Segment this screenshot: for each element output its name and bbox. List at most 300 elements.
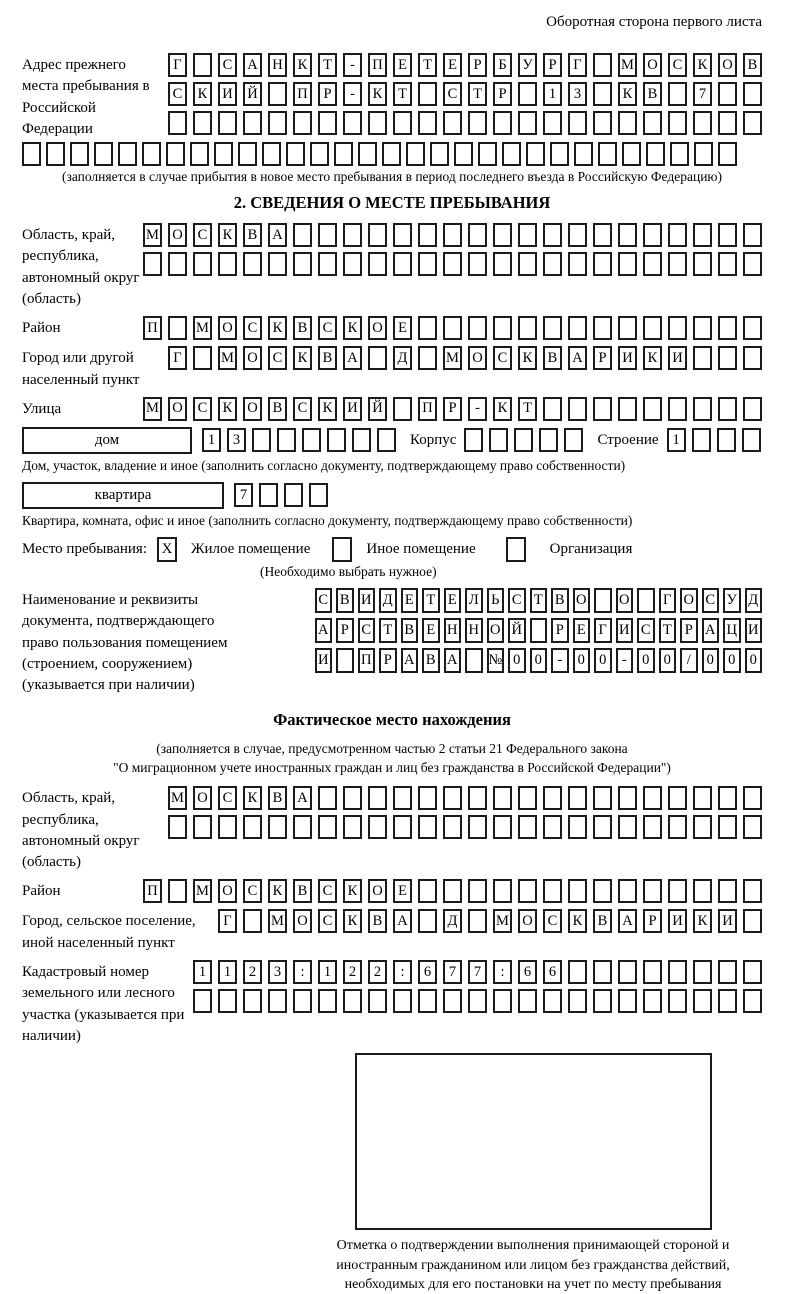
char-cell[interactable] [268, 989, 287, 1013]
char-cell[interactable] [518, 815, 537, 839]
char-cell[interactable] [692, 428, 711, 452]
char-cell[interactable] [218, 815, 237, 839]
char-cell[interactable] [368, 815, 387, 839]
char-cell[interactable]: К [493, 397, 512, 421]
char-cell[interactable] [718, 989, 737, 1013]
char-cell[interactable] [243, 815, 262, 839]
char-cell[interactable]: № [487, 648, 505, 673]
char-cell[interactable] [327, 428, 346, 452]
char-cell[interactable] [568, 316, 587, 340]
char-cell[interactable]: С [218, 786, 237, 810]
char-cell[interactable]: М [218, 346, 237, 370]
char-cell[interactable]: К [643, 346, 662, 370]
char-cell[interactable]: Е [422, 618, 440, 643]
char-cell[interactable] [418, 111, 437, 135]
char-cell[interactable]: Р [551, 618, 569, 643]
char-cell[interactable] [318, 989, 337, 1013]
char-cell[interactable]: С [243, 879, 262, 903]
char-cell[interactable] [598, 142, 617, 166]
char-cell[interactable]: И [718, 909, 737, 933]
char-cell[interactable]: Т [530, 588, 548, 613]
char-cell[interactable]: 3 [568, 82, 587, 106]
char-cell[interactable] [594, 588, 612, 613]
char-cell[interactable] [514, 428, 533, 452]
char-cell[interactable] [543, 989, 562, 1013]
char-cell[interactable]: В [743, 53, 762, 77]
char-cell[interactable] [293, 989, 312, 1013]
char-cell[interactable]: О [368, 879, 387, 903]
char-cell[interactable] [668, 815, 687, 839]
char-cell[interactable]: Н [268, 53, 287, 77]
char-cell[interactable] [393, 815, 412, 839]
char-cell[interactable] [743, 815, 762, 839]
char-cell[interactable] [543, 316, 562, 340]
char-cell[interactable] [368, 346, 387, 370]
char-cell[interactable]: Е [443, 53, 462, 77]
char-cell[interactable] [618, 879, 637, 903]
char-cell[interactable] [543, 786, 562, 810]
char-cell[interactable] [262, 142, 281, 166]
char-cell[interactable] [465, 648, 483, 673]
char-cell[interactable] [468, 252, 487, 276]
char-cell[interactable]: 7 [693, 82, 712, 106]
char-cell[interactable]: К [293, 53, 312, 77]
char-cell[interactable]: М [443, 346, 462, 370]
char-cell[interactable] [543, 879, 562, 903]
char-cell[interactable]: 2 [243, 960, 262, 984]
char-cell[interactable] [493, 316, 512, 340]
char-cell[interactable] [618, 989, 637, 1013]
char-cell[interactable]: В [268, 786, 287, 810]
char-cell[interactable] [618, 252, 637, 276]
char-cell[interactable]: К [518, 346, 537, 370]
char-cell[interactable]: И [668, 346, 687, 370]
char-cell[interactable]: Р [443, 397, 462, 421]
char-cell[interactable]: И [616, 618, 634, 643]
char-cell[interactable] [622, 142, 641, 166]
char-cell[interactable]: М [193, 879, 212, 903]
char-cell[interactable] [693, 346, 712, 370]
char-cell[interactable]: Р [318, 82, 337, 106]
char-cell[interactable]: Г [594, 618, 612, 643]
house-type-box[interactable]: дом [22, 427, 192, 454]
char-cell[interactable] [418, 82, 437, 106]
char-cell[interactable] [743, 989, 762, 1013]
char-cell[interactable] [568, 815, 587, 839]
char-cell[interactable] [593, 252, 612, 276]
char-cell[interactable] [718, 252, 737, 276]
char-cell[interactable]: 7 [443, 960, 462, 984]
char-cell[interactable] [318, 786, 337, 810]
char-cell[interactable]: И [343, 397, 362, 421]
char-cell[interactable]: О [243, 397, 262, 421]
char-cell[interactable] [143, 252, 162, 276]
char-cell[interactable]: П [143, 316, 162, 340]
char-cell[interactable] [493, 786, 512, 810]
char-cell[interactable]: Н [444, 618, 462, 643]
char-cell[interactable] [443, 989, 462, 1013]
char-cell[interactable]: П [358, 648, 376, 673]
char-cell[interactable] [693, 960, 712, 984]
char-cell[interactable]: К [218, 223, 237, 247]
char-cell[interactable] [668, 82, 687, 106]
checkbox-other-premises[interactable] [332, 537, 352, 562]
char-cell[interactable] [478, 142, 497, 166]
char-cell[interactable]: Ь [487, 588, 505, 613]
char-cell[interactable]: / [680, 648, 698, 673]
char-cell[interactable] [193, 815, 212, 839]
char-cell[interactable] [693, 786, 712, 810]
char-cell[interactable] [259, 483, 278, 507]
char-cell[interactable]: О [168, 223, 187, 247]
char-cell[interactable] [193, 111, 212, 135]
char-cell[interactable]: Б [493, 53, 512, 77]
char-cell[interactable] [368, 223, 387, 247]
char-cell[interactable] [743, 397, 762, 421]
char-cell[interactable]: 0 [702, 648, 720, 673]
char-cell[interactable] [468, 909, 487, 933]
char-cell[interactable]: К [343, 879, 362, 903]
char-cell[interactable]: Р [468, 53, 487, 77]
char-cell[interactable]: А [568, 346, 587, 370]
char-cell[interactable]: П [368, 53, 387, 77]
char-cell[interactable] [243, 252, 262, 276]
char-cell[interactable] [593, 223, 612, 247]
char-cell[interactable] [190, 142, 209, 166]
char-cell[interactable] [568, 879, 587, 903]
char-cell[interactable]: К [343, 909, 362, 933]
char-cell[interactable]: Р [493, 82, 512, 106]
char-cell[interactable]: Т [379, 618, 397, 643]
char-cell[interactable]: О [368, 316, 387, 340]
char-cell[interactable]: О [218, 316, 237, 340]
char-cell[interactable]: О [168, 397, 187, 421]
char-cell[interactable] [643, 316, 662, 340]
char-cell[interactable] [693, 815, 712, 839]
char-cell[interactable] [393, 786, 412, 810]
char-cell[interactable]: В [643, 82, 662, 106]
char-cell[interactable] [574, 142, 593, 166]
char-cell[interactable]: 2 [368, 960, 387, 984]
char-cell[interactable] [418, 252, 437, 276]
char-cell[interactable] [543, 111, 562, 135]
char-cell[interactable]: 3 [268, 960, 287, 984]
char-cell[interactable] [518, 316, 537, 340]
char-cell[interactable]: Е [393, 316, 412, 340]
char-cell[interactable] [193, 252, 212, 276]
char-cell[interactable] [252, 428, 271, 452]
char-cell[interactable]: 0 [745, 648, 763, 673]
char-cell[interactable]: О [468, 346, 487, 370]
char-cell[interactable] [693, 879, 712, 903]
char-cell[interactable]: Т [422, 588, 440, 613]
char-cell[interactable] [118, 142, 137, 166]
char-cell[interactable] [418, 879, 437, 903]
char-cell[interactable] [543, 815, 562, 839]
char-cell[interactable]: 1 [202, 428, 221, 452]
char-cell[interactable] [643, 397, 662, 421]
char-cell[interactable] [668, 111, 687, 135]
char-cell[interactable] [168, 111, 187, 135]
char-cell[interactable] [618, 397, 637, 421]
char-cell[interactable]: Г [659, 588, 677, 613]
char-cell[interactable] [343, 815, 362, 839]
char-cell[interactable] [46, 142, 65, 166]
char-cell[interactable] [468, 786, 487, 810]
char-cell[interactable]: А [268, 223, 287, 247]
char-cell[interactable] [743, 252, 762, 276]
char-cell[interactable]: 0 [723, 648, 741, 673]
char-cell[interactable] [670, 142, 689, 166]
char-cell[interactable] [343, 111, 362, 135]
char-cell[interactable]: О [293, 909, 312, 933]
char-cell[interactable] [94, 142, 113, 166]
char-cell[interactable]: В [422, 648, 440, 673]
char-cell[interactable]: Й [368, 397, 387, 421]
char-cell[interactable]: О [518, 909, 537, 933]
char-cell[interactable] [646, 142, 665, 166]
char-cell[interactable] [310, 142, 329, 166]
char-cell[interactable]: 1 [218, 960, 237, 984]
char-cell[interactable] [168, 879, 187, 903]
char-cell[interactable]: В [293, 316, 312, 340]
char-cell[interactable]: С [243, 316, 262, 340]
char-cell[interactable] [518, 879, 537, 903]
char-cell[interactable]: С [668, 53, 687, 77]
char-cell[interactable] [593, 111, 612, 135]
char-cell[interactable]: В [336, 588, 354, 613]
char-cell[interactable] [493, 989, 512, 1013]
char-cell[interactable] [393, 252, 412, 276]
char-cell[interactable]: О [218, 879, 237, 903]
char-cell[interactable]: С [318, 909, 337, 933]
char-cell[interactable] [418, 989, 437, 1013]
char-cell[interactable]: - [616, 648, 634, 673]
char-cell[interactable]: Р [543, 53, 562, 77]
char-cell[interactable]: В [243, 223, 262, 247]
char-cell[interactable] [318, 223, 337, 247]
char-cell[interactable] [468, 815, 487, 839]
char-cell[interactable] [668, 397, 687, 421]
char-cell[interactable]: - [551, 648, 569, 673]
char-cell[interactable]: М [143, 223, 162, 247]
char-cell[interactable] [218, 252, 237, 276]
char-cell[interactable] [618, 960, 637, 984]
char-cell[interactable] [743, 111, 762, 135]
char-cell[interactable]: Р [379, 648, 397, 673]
char-cell[interactable]: 0 [637, 648, 655, 673]
char-cell[interactable] [268, 252, 287, 276]
char-cell[interactable]: К [693, 53, 712, 77]
char-cell[interactable] [318, 815, 337, 839]
char-cell[interactable] [643, 252, 662, 276]
char-cell[interactable] [743, 316, 762, 340]
char-cell[interactable]: У [723, 588, 741, 613]
char-cell[interactable]: О [680, 588, 698, 613]
char-cell[interactable]: В [293, 879, 312, 903]
char-cell[interactable] [489, 428, 508, 452]
char-cell[interactable]: О [573, 588, 591, 613]
char-cell[interactable] [643, 879, 662, 903]
char-cell[interactable] [618, 786, 637, 810]
char-cell[interactable] [193, 53, 212, 77]
char-cell[interactable] [368, 252, 387, 276]
char-cell[interactable] [377, 428, 396, 452]
char-cell[interactable]: С [508, 588, 526, 613]
char-cell[interactable] [618, 316, 637, 340]
char-cell[interactable] [418, 786, 437, 810]
char-cell[interactable]: Т [518, 397, 537, 421]
char-cell[interactable]: В [368, 909, 387, 933]
char-cell[interactable]: И [218, 82, 237, 106]
char-cell[interactable] [518, 82, 537, 106]
char-cell[interactable]: 2 [343, 960, 362, 984]
char-cell[interactable]: А [618, 909, 637, 933]
char-cell[interactable] [334, 142, 353, 166]
char-cell[interactable]: О [643, 53, 662, 77]
char-cell[interactable] [742, 428, 761, 452]
char-cell[interactable]: 1 [667, 428, 686, 452]
char-cell[interactable] [443, 879, 462, 903]
char-cell[interactable]: Г [568, 53, 587, 77]
char-cell[interactable] [718, 879, 737, 903]
char-cell[interactable]: Т [418, 53, 437, 77]
char-cell[interactable] [284, 483, 303, 507]
checkbox-residential[interactable]: X [157, 537, 177, 562]
char-cell[interactable]: Р [336, 618, 354, 643]
char-cell[interactable]: П [418, 397, 437, 421]
char-cell[interactable]: М [268, 909, 287, 933]
char-cell[interactable] [718, 397, 737, 421]
char-cell[interactable] [493, 879, 512, 903]
char-cell[interactable] [468, 223, 487, 247]
char-cell[interactable] [643, 960, 662, 984]
char-cell[interactable] [318, 111, 337, 135]
char-cell[interactable] [22, 142, 41, 166]
char-cell[interactable] [218, 989, 237, 1013]
char-cell[interactable]: С [358, 618, 376, 643]
char-cell[interactable] [618, 815, 637, 839]
char-cell[interactable] [468, 879, 487, 903]
char-cell[interactable] [70, 142, 89, 166]
char-cell[interactable] [543, 397, 562, 421]
char-cell[interactable] [393, 223, 412, 247]
char-cell[interactable] [393, 397, 412, 421]
char-cell[interactable]: М [168, 786, 187, 810]
char-cell[interactable]: А [343, 346, 362, 370]
char-cell[interactable]: А [293, 786, 312, 810]
char-cell[interactable]: Т [468, 82, 487, 106]
char-cell[interactable]: С [702, 588, 720, 613]
char-cell[interactable]: К [693, 909, 712, 933]
char-cell[interactable] [218, 111, 237, 135]
char-cell[interactable] [668, 879, 687, 903]
char-cell[interactable]: А [315, 618, 333, 643]
char-cell[interactable] [593, 82, 612, 106]
char-cell[interactable] [593, 316, 612, 340]
char-cell[interactable]: Р [593, 346, 612, 370]
char-cell[interactable]: У [518, 53, 537, 77]
char-cell[interactable] [243, 909, 262, 933]
char-cell[interactable] [368, 989, 387, 1013]
char-cell[interactable] [718, 316, 737, 340]
char-cell[interactable]: К [293, 346, 312, 370]
char-cell[interactable]: : [293, 960, 312, 984]
char-cell[interactable]: С [293, 397, 312, 421]
char-cell[interactable] [693, 252, 712, 276]
char-cell[interactable]: И [745, 618, 763, 643]
char-cell[interactable]: - [343, 53, 362, 77]
char-cell[interactable] [418, 223, 437, 247]
char-cell[interactable]: Д [745, 588, 763, 613]
char-cell[interactable]: С [193, 397, 212, 421]
char-cell[interactable] [593, 960, 612, 984]
char-cell[interactable] [493, 252, 512, 276]
char-cell[interactable] [643, 111, 662, 135]
char-cell[interactable] [593, 786, 612, 810]
char-cell[interactable] [168, 252, 187, 276]
char-cell[interactable] [243, 989, 262, 1013]
char-cell[interactable] [743, 960, 762, 984]
char-cell[interactable] [743, 909, 762, 933]
char-cell[interactable] [382, 142, 401, 166]
char-cell[interactable]: Ц [723, 618, 741, 643]
char-cell[interactable] [718, 960, 737, 984]
char-cell[interactable] [193, 346, 212, 370]
char-cell[interactable] [193, 989, 212, 1013]
char-cell[interactable] [668, 989, 687, 1013]
char-cell[interactable]: С [168, 82, 187, 106]
char-cell[interactable]: Г [168, 346, 187, 370]
char-cell[interactable]: 3 [227, 428, 246, 452]
char-cell[interactable] [643, 786, 662, 810]
char-cell[interactable]: Т [393, 82, 412, 106]
char-cell[interactable]: 0 [573, 648, 591, 673]
char-cell[interactable]: П [143, 879, 162, 903]
char-cell[interactable] [309, 483, 328, 507]
char-cell[interactable] [443, 815, 462, 839]
char-cell[interactable] [406, 142, 425, 166]
char-cell[interactable]: С [318, 316, 337, 340]
char-cell[interactable]: С [193, 223, 212, 247]
char-cell[interactable] [668, 223, 687, 247]
char-cell[interactable]: Т [318, 53, 337, 77]
char-cell[interactable]: К [368, 82, 387, 106]
char-cell[interactable] [368, 786, 387, 810]
char-cell[interactable]: А [401, 648, 419, 673]
char-cell[interactable]: В [268, 397, 287, 421]
char-cell[interactable] [568, 989, 587, 1013]
char-cell[interactable]: К [193, 82, 212, 106]
char-cell[interactable] [668, 960, 687, 984]
char-cell[interactable] [718, 786, 737, 810]
char-cell[interactable]: Р [680, 618, 698, 643]
char-cell[interactable]: М [493, 909, 512, 933]
char-cell[interactable]: - [468, 397, 487, 421]
char-cell[interactable] [568, 786, 587, 810]
char-cell[interactable] [518, 786, 537, 810]
char-cell[interactable] [593, 53, 612, 77]
char-cell[interactable]: Р [643, 909, 662, 933]
char-cell[interactable] [468, 989, 487, 1013]
char-cell[interactable] [518, 223, 537, 247]
char-cell[interactable] [694, 142, 713, 166]
char-cell[interactable] [693, 111, 712, 135]
char-cell[interactable]: Й [243, 82, 262, 106]
char-cell[interactable] [643, 223, 662, 247]
char-cell[interactable] [618, 111, 637, 135]
char-cell[interactable]: И [618, 346, 637, 370]
